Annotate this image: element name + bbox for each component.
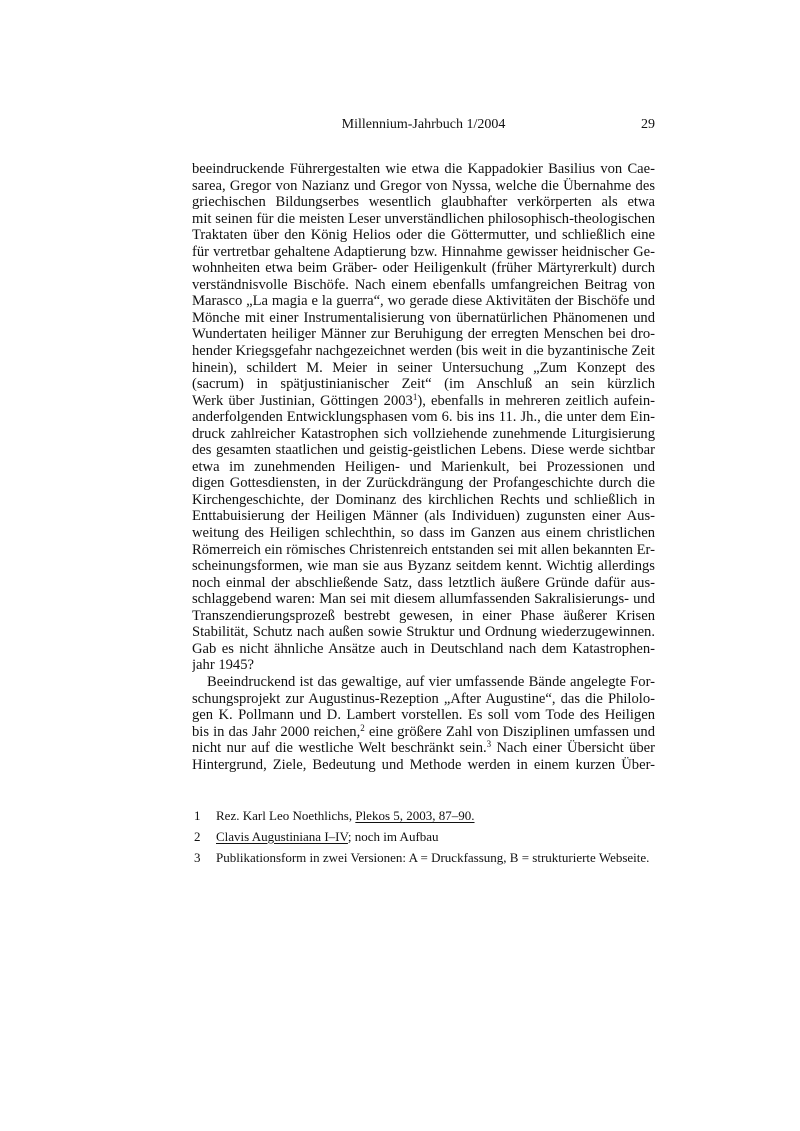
text-line: [192, 326, 655, 343]
footnote-link-clavis[interactable]: Clavis Augustiniana I–IV: [216, 829, 348, 844]
text-line: [192, 459, 655, 476]
line-text: Römerreich ein römisches Christenreich entstanden sei mit allen bekannten Er-: [192, 541, 655, 558]
line-text: hender Kriegsgefahr nachgezeichnet werden (bis weit in die byzantinische Zeit: [192, 343, 655, 360]
text-line: [192, 343, 655, 360]
line-text: schlaggebend waren: Man sei mit diesem allumfassenden Sakralisierungs- und: [192, 591, 655, 608]
text-fragment: ), ebenfalls in mehreren zeitlich aufein-: [417, 392, 655, 409]
line-text: Stabilität, Schutz nach außen sowie Struktur und Ordnung wiederzugewinnen.: [192, 624, 655, 641]
text-line: [192, 310, 655, 327]
footnote-number: 2: [194, 829, 201, 844]
text-line: [192, 757, 655, 774]
line-text: beeindruckende Führergestalten wie etwa die Kappadokier Basilius von Cae-: [192, 161, 655, 177]
footnote-text: ; noch im Aufbau: [347, 829, 439, 844]
line-text: anderfolgenden Entwicklungsphasen vom 6. bis ins 11. Jh., die unter dem Ein-: [192, 409, 655, 426]
text-line: [192, 558, 655, 575]
text-line: [192, 641, 655, 658]
footnote-text: Rez. Karl Leo Noethlichs,: [216, 808, 356, 823]
footnote-ref-3[interactable]: 3: [486, 740, 492, 750]
footnote-3: [192, 850, 655, 865]
text-line: [192, 409, 655, 426]
text-line: [192, 260, 655, 277]
line-text: Hintergrund, Ziele, Bedeutung und Methode werden in einem kurzen Über-: [192, 756, 655, 773]
text-line: [192, 575, 655, 592]
line-text: Wundertaten heiliger Männer zur Beruhigung der erregten Menschen bei dro-: [192, 326, 655, 343]
footnote-link-plekos[interactable]: Plekos 5, 2003, 87–90.: [355, 808, 475, 823]
line-text: schungsprojekt zur Augustinus-Rezeption „After Augustine“, das die Philolo-: [192, 690, 655, 707]
line-text: (sacrum) in spätjustinianischer Zeit“ (im Anschluß an sein kürzlich: [192, 376, 655, 393]
line-text: griechischen Bildungserbes wesentlich glaubhafter verkörperten als etwa: [192, 194, 655, 211]
text-line: [192, 178, 655, 195]
line-text: bis in das Jahr 2000 reichen,: [192, 723, 361, 740]
line-text: Transzendierungsprozeß bestrebt gewesen, in einer Phase äußerer Krisen: [192, 607, 655, 624]
running-header: [192, 117, 655, 135]
text-fragment: eine größere Zahl von Disziplinen umfassen und: [364, 723, 655, 740]
line-text: weitung des Heiligen schlechthin, so dass im Ganzen aus einem christlichen: [192, 525, 655, 542]
line-text: gen K. Pollmann und D. Lambert vorstellen. Es soll vom Tode des Heiligen: [192, 707, 655, 724]
line-text: Marasco „La magia e la guerra“, wo gerade diese Aktivitäten der Bischöfe und: [192, 293, 655, 310]
text-line: [192, 724, 655, 741]
line-text: noch einmal der abschließende Satz, dass letztlich äußere Gründe dafür aus-: [192, 574, 655, 591]
line-text: mit seinen für die meisten Leser unverständlichen philosophisch-theologischen: [192, 210, 655, 227]
text-line: [192, 360, 655, 377]
line-text: hinein), schildert M. Meier in seiner Untersuchung „Zum Konzept des: [192, 359, 655, 376]
line-text: Mönche mit einer Instrumentalisierung von übernatürlichen Phänomenen und: [192, 309, 655, 326]
text-line: [192, 525, 655, 542]
journal-title: Millennium-Jahrbuch 1/2004: [341, 117, 506, 132]
text-line: [192, 674, 655, 691]
text-line: [192, 492, 655, 509]
footnote-1: [192, 808, 655, 823]
text-line: [192, 426, 655, 443]
text-line: [192, 277, 655, 294]
footnotes: [192, 808, 655, 871]
line-text: des gesamten staatlichen und geistig-geistlichen Lebens. Diese werde sichtbar: [192, 442, 655, 459]
text-line: [192, 161, 655, 178]
line-text: druck zahlreicher Katastrophen sich vollziehende zunehmende Liturgisierung: [192, 425, 655, 442]
body-text: [192, 161, 655, 773]
line-text: jahr 1945?: [192, 657, 255, 674]
text-line: [192, 624, 655, 641]
text-line: [192, 227, 655, 244]
line-text: sarea, Gregor von Nazianz und Gregor von Nyssa, welche die Übernahme des: [192, 177, 655, 194]
line-text: Werk über Justinian, Göttingen 2003: [192, 392, 413, 409]
line-text: digen Gottesdiensten, in der Zurückdrängung der Profangeschichte durch die: [192, 475, 655, 492]
footnote-ref-1[interactable]: 1: [412, 392, 418, 402]
footnote-number: 1: [194, 808, 201, 823]
text-line: [192, 376, 655, 393]
text-line: [192, 442, 655, 459]
text-line: [192, 691, 655, 708]
footnote-text: Publikationsform in zwei Versionen: A = Druckfassung, B = strukturierte Webseite.: [216, 850, 650, 865]
text-line: [192, 244, 655, 261]
footnote-ref-2[interactable]: 2: [360, 723, 365, 733]
line-text: für vertretbar gehaltene Adaptierung bzw. Hinnahme gewisser heidnischer Ge-: [192, 243, 655, 260]
text-line: [192, 608, 655, 625]
line-text: etwa im zunehmenden Heiligen- und Marienkult, bei Prozessionen und: [192, 458, 655, 475]
footnote-number: 3: [194, 850, 201, 865]
text-line: [192, 211, 655, 228]
line-text: Gab es nicht ähnliche Ansätze auch in Deutschland nach dem Katastrophen-: [192, 640, 655, 657]
text-line: [192, 657, 655, 674]
line-text: Traktaten über den König Helios oder die Göttermutter, und schließlich eine: [192, 227, 655, 244]
page-number: 29: [641, 117, 655, 132]
text-line: [192, 707, 655, 724]
text-line: [192, 740, 655, 757]
line-text: Kirchengeschichte, der Dominanz des kirchlichen Rechts und schließlich in: [192, 491, 655, 508]
line-text: wohnheiten etwa beim Gräber- oder Heiligenkult (früher Märtyrerkult) durch: [192, 260, 655, 277]
line-text: scheinungsformen, wie man sie aus Byzanz seitdem kennt. Wichtig allerdings: [192, 558, 655, 575]
text-line: [192, 542, 655, 559]
text-line: [192, 393, 655, 410]
line-text: Enttabuisierung der Heiligen Männer (als Individuen) zugunsten einer Aus-: [192, 508, 655, 525]
line-text: nicht nur auf die westliche Welt beschränkt sein.: [192, 740, 487, 757]
text-line: [192, 591, 655, 608]
footnote-2: [192, 829, 655, 844]
text-line: [192, 508, 655, 525]
line-text: Beeindruckend ist das gewaltige, auf vier umfassende Bände angelegte For-: [207, 673, 655, 690]
text-line: [192, 293, 655, 310]
line-text: verständnisvolle Bischöfe. Nach einem ebenfalls umfangreichen Beitrag von: [192, 276, 655, 293]
text-line: [192, 194, 655, 211]
text-line: [192, 475, 655, 492]
text-fragment: Nach einer Übersicht über: [491, 740, 655, 757]
